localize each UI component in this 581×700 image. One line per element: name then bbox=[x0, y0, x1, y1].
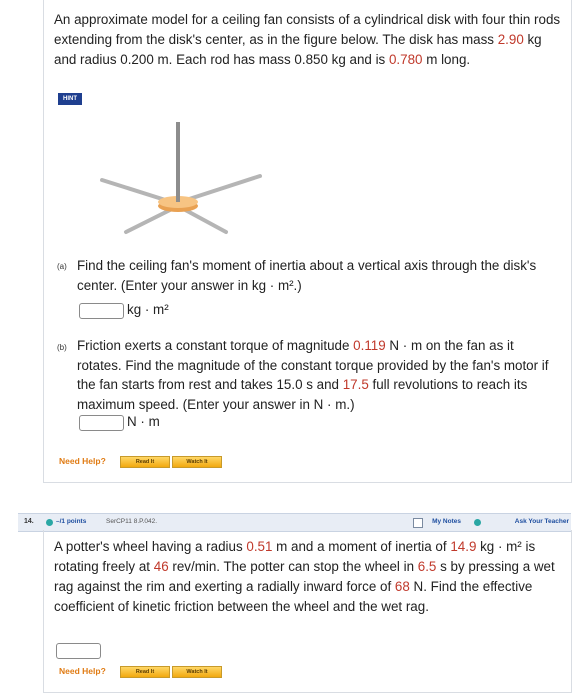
part-b-answer-input[interactable] bbox=[79, 415, 124, 431]
ask-your-teacher-link[interactable]: Ask Your Teacher bbox=[514, 518, 569, 525]
part-b-unit: N · m bbox=[127, 414, 160, 429]
question-14-text: A potter's wheel having a radius 0.51 m and a moment of inertia of 14.9 kg · m² is rotating freely at 46 rev/min. The potter can stop the wheel in 6.5 s by pressing a wet rag against the rim and exerting a radially inward force of 68 N. Find the effective coefficient of kinetic friction between the wheel and the wet rag. bbox=[54, 539, 555, 614]
question-14-answer-input[interactable] bbox=[56, 643, 101, 659]
read-it-button[interactable]: Read It bbox=[120, 456, 170, 468]
part-a-unit: kg · m² bbox=[127, 302, 169, 317]
part-a-label: (a) bbox=[57, 262, 67, 271]
watch-it-button[interactable]: Watch It bbox=[172, 666, 222, 678]
part-a-text: Find the ceiling fan's moment of inertia about a vertical axis through the disk's center. (Enter your answer in kg · m².) bbox=[77, 258, 537, 293]
points-label: –/1 points bbox=[56, 518, 87, 525]
hint-button[interactable]: HINT bbox=[58, 93, 82, 105]
read-it-button[interactable]: Read It bbox=[120, 666, 170, 678]
source-label: SerCP11 8.P.042. bbox=[106, 518, 158, 525]
ask-teacher-icon[interactable] bbox=[474, 519, 481, 526]
part-b-label: (b) bbox=[57, 343, 67, 352]
question-number: 14. bbox=[24, 518, 34, 525]
part-b-text: Friction exerts a constant torque of magnitude 0.119 N · m on the fan as it rotates. Find the magnitude of the constant torque provided by the fan's motor if the fan starts from rest and takes 15.0 s and 17.5 full revolutions to reach its maximum speed. (Enter your answer in N · m.) bbox=[77, 338, 549, 412]
part-a-answer-input[interactable] bbox=[79, 303, 124, 319]
ceiling-fan-figure bbox=[98, 118, 266, 236]
question-13-text: An approximate model for a ceiling fan consists of a cylindrical disk with four thin rods extending from the disk's center, as in the figure below. The disk has mass 2.90 kg and radius 0.200 m. Each rod has mass 0.850 kg and is 0.780 m long. bbox=[54, 12, 561, 67]
need-help-label: Need Help? bbox=[59, 456, 106, 466]
my-notes-link[interactable]: My Notes bbox=[432, 518, 461, 525]
fan-axis-rod bbox=[176, 122, 180, 198]
status-dot-icon bbox=[46, 519, 53, 526]
watch-it-button[interactable]: Watch It bbox=[172, 456, 222, 468]
notes-icon[interactable] bbox=[413, 518, 423, 528]
need-help-label: Need Help? bbox=[59, 666, 106, 676]
